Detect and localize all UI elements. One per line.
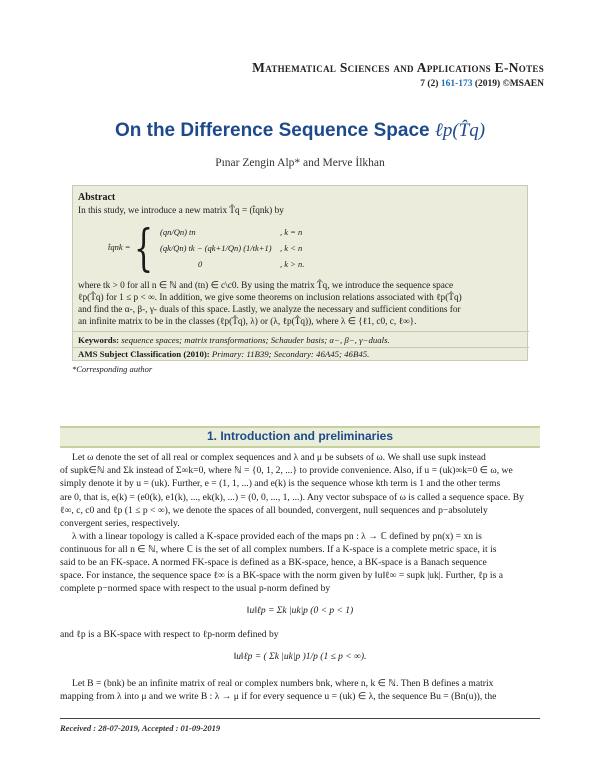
received-accepted-dates: Received : 28-07-2019, Accepted : 01-09-2019 <box>60 723 221 733</box>
section-title: 1. Introduction and preliminaries <box>206 429 394 443</box>
paragraph-line: Let B = (bnk) be an infinite matrix of real or complex numbers bnk, where n, k ∈ ℕ. Then B defines a matrix <box>72 678 494 689</box>
paragraph-line: simply denote it by u = (uk). Further, e = (1, 1, ...) and e(k) is the sequence whose kth term is 1 and the other terms <box>60 478 501 489</box>
volume-suffix: (2019) ©MSAEN <box>472 79 544 89</box>
ams-classification <box>78 349 369 359</box>
abstract-line-3: ℓp(T̂q) for 1 ≤ p < ∞. In addition, we give some theorems on inclusion relations associated with ℓp(T̂q) <box>78 293 462 303</box>
paper-title <box>0 120 600 142</box>
equation-p-norm: ‖u‖ℓp = Σk |uk|p (0 < p < 1) <box>246 606 354 616</box>
abstract-divider <box>73 331 529 332</box>
paper-title-math: ℓp(T̂q) <box>434 120 486 141</box>
paper-title-text: On the Difference Sequence Space <box>114 120 430 141</box>
case-condition-3: , k > n. <box>280 259 305 269</box>
journal-title: Mathematical Sciences and Applications E-Notes <box>252 60 544 75</box>
matrix-definition <box>108 219 508 277</box>
matrix-case-2: (qk/Qn) tk − (qk+1/Qn) (1/tk+1) <box>160 243 272 253</box>
ams-text: Primary: 11B39; Secondary: 46A45; 46B45. <box>209 349 370 359</box>
ams-label: AMS Subject Classification (2010): <box>78 349 210 359</box>
left-brace: { <box>134 219 154 277</box>
paragraph-line: mapping from λ into μ and we write B : λ → μ if for every sequence u = (uk) ∈ λ, the sequence Bu = (Bn(u)), the <box>60 691 497 702</box>
abstract-line-4: and find the α-, β-, γ- duals of this space. Lastly, we analyze the necessary and sufficient conditions for <box>78 305 461 315</box>
keywords <box>78 335 390 345</box>
paragraph-line: of supk∈ℕ and Σk instead of Σ∞k=0, where ℕ = {0, 1, 2, ...} to provide convenience. Also, if u = (uk)∞k=0 ∈ ω, we <box>60 465 513 476</box>
case-condition-2: , k < n <box>280 243 303 253</box>
journal-header <box>252 60 544 89</box>
keywords-label: Keywords: <box>78 335 120 345</box>
abstract-line-1: In this study, we introduce a new matrix T̂q = (t̂qnk) by <box>78 206 284 216</box>
corresponding-author-note: *Corresponding author <box>72 364 153 374</box>
authors: Pınar Zengin Alp* and Merve İlkhan <box>215 157 385 169</box>
matrix-case-3: 0 <box>198 259 203 269</box>
paragraph-line: λ with a linear topology is called a K-space provided each of the maps pn : λ → ℂ defined by pn(x) = xn is <box>72 531 482 542</box>
abstract-line-5: an infinite matrix to be in the classes (ℓp(T̂q), λ) or (λ, ℓp(T̂q)), where λ ∈ {ℓ1, c0, c, ℓ∞}. <box>78 317 417 327</box>
matrix-lhs: t̂qnk = <box>108 242 131 252</box>
paragraph-line: Let ω denote the set of all real or complex sequences and λ and μ be subsets of ω. We shall use supk instead <box>72 452 486 463</box>
section-heading-bar <box>60 426 540 448</box>
abstract-line-2: where tk > 0 for all n ∈ ℕ and (tn) ∈ c\c0. By using the matrix T̂q, we introduce the sequence space <box>78 281 454 291</box>
paragraph-line: ℓ∞, c, c0 and ℓp (1 ≤ p < ∞), we denote the spaces of all bounded, convergent, null sequences and p−absolutely <box>60 505 488 516</box>
paragraph-line: complete p−normed space with respect to the usual p-norm defined by <box>60 583 331 594</box>
paragraph-line: and ℓp is a BK-space with respect to ℓp-norm defined by <box>60 629 279 640</box>
equation-lp-norm: ‖u‖ℓp = ( Σk |uk|p )1/p (1 ≤ p < ∞). <box>233 652 367 662</box>
paragraph-line: convergent series, respectively. <box>60 518 180 529</box>
page-range-link[interactable]: 161-173 <box>440 79 473 89</box>
journal-volume <box>252 79 544 89</box>
paragraph-line: are 0, that is, e(k) = (e0(k), e1(k), ..., ek(k), ...) = (0, 0, ..., 1, ...). Any vector subspace of ω is called a sequence space. By <box>60 492 524 503</box>
paragraph-line: space. For instance, the sequence space ℓ∞ is a BK-space with the norm given by ‖u‖ℓ∞ = supk |uk|. Further, ℓp is a <box>60 570 503 581</box>
paragraph-line: continuous for all n ∈ ℕ, where ℂ is the set of all complex numbers. If a K-space is a complete metric space, it is <box>60 544 497 555</box>
abstract-box <box>72 185 528 361</box>
matrix-case-1: (qn/Qn) tn <box>160 227 196 237</box>
volume-prefix: 7 (2) <box>420 79 441 89</box>
abstract-divider <box>73 347 529 348</box>
footer-rule <box>60 718 540 719</box>
case-condition-1: , k = n <box>280 227 303 237</box>
paragraph-line: said to be an FK-space. A normed FK-space is defined as a BK-space, hence, a BK-space is a Banach sequence <box>60 557 487 568</box>
abstract-heading: Abstract <box>78 192 116 203</box>
keywords-text: sequence spaces; matrix transformations; Schauder basis; α−, β−, γ−duals. <box>119 335 390 345</box>
